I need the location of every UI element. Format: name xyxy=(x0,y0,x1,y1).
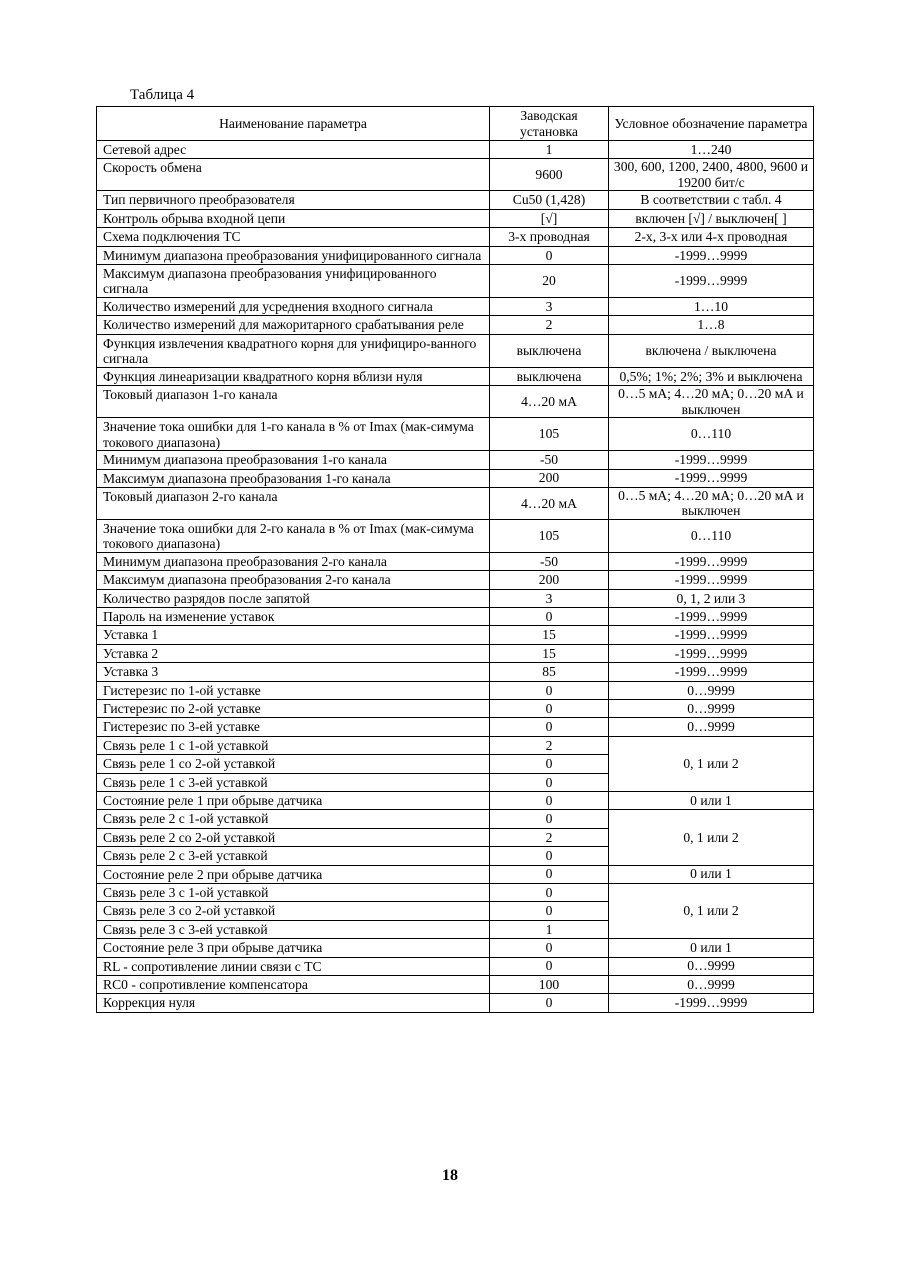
notation-cell: -1999…9999 xyxy=(609,451,814,469)
notation-cell: -1999…9999 xyxy=(609,552,814,570)
parameter-name-cell: Максимум диапазона преобразования 2-го канала xyxy=(97,571,490,589)
factory-setting-cell: 0 xyxy=(490,755,609,773)
notation-cell: 0…110 xyxy=(609,519,814,552)
table-row xyxy=(97,297,814,315)
parameter-name-cell: Количество разрядов после запятой xyxy=(97,589,490,607)
factory-setting-cell: 15 xyxy=(490,626,609,644)
table-row xyxy=(97,700,814,718)
notation-cell: -1999…9999 xyxy=(609,571,814,589)
table-row xyxy=(97,519,814,552)
factory-setting-cell: 0 xyxy=(490,865,609,883)
parameter-name-cell: Связь реле 2 с 1-ой уставкой xyxy=(97,810,490,828)
parameter-name-cell: Связь реле 3 со 2-ой уставкой xyxy=(97,902,490,920)
parameter-name-cell: RL - сопротивление линии связи с ТС xyxy=(97,957,490,975)
parameter-name-cell: Схема подключения ТС xyxy=(97,228,490,246)
table-row xyxy=(97,487,814,519)
notation-cell: -1999…9999 xyxy=(609,264,814,297)
table-row xyxy=(97,608,814,626)
notation-cell: 0…9999 xyxy=(609,975,814,993)
notation-cell: 300, 600, 1200, 2400, 4800, 9600 и 19200 бит/с xyxy=(609,159,814,191)
table-row xyxy=(97,451,814,469)
notation-cell: включен [√] / выключен[ ] xyxy=(609,209,814,227)
parameter-name-cell: Максимум диапазона преобразования унифицированного сигнала xyxy=(97,264,490,297)
table-row xyxy=(97,883,814,901)
factory-setting-cell: 200 xyxy=(490,469,609,487)
table-row xyxy=(97,994,814,1012)
notation-cell: 1…10 xyxy=(609,297,814,315)
parameter-name-cell: Скорость обмена xyxy=(97,159,490,191)
parameter-name-cell: Связь реле 1 со 2-ой уставкой xyxy=(97,755,490,773)
table-row xyxy=(97,865,814,883)
notation-cell: 2-х, 3-х или 4-х проводная xyxy=(609,228,814,246)
factory-setting-cell: 4…20 мА xyxy=(490,487,609,519)
table-row xyxy=(97,159,814,191)
table-row xyxy=(97,571,814,589)
table-row xyxy=(97,418,814,451)
parameter-name-cell: Минимум диапазона преобразования унифицированного сигнала xyxy=(97,246,490,264)
factory-setting-cell: 0 xyxy=(490,681,609,699)
notation-cell: -1999…9999 xyxy=(609,644,814,662)
notation-cell: 0, 1 или 2 xyxy=(609,810,814,865)
header-parameter-name: Наименование параметра xyxy=(97,107,490,141)
factory-setting-cell: 2 xyxy=(490,828,609,846)
table-caption: Таблица 4 xyxy=(130,87,195,103)
parameter-name-cell: Связь реле 2 со 2-ой уставкой xyxy=(97,828,490,846)
factory-setting-cell: 2 xyxy=(490,736,609,754)
table-row xyxy=(97,644,814,662)
factory-setting-cell: 3 xyxy=(490,297,609,315)
notation-cell: 0 или 1 xyxy=(609,791,814,809)
factory-setting-cell: 200 xyxy=(490,571,609,589)
factory-setting-cell: 0 xyxy=(490,902,609,920)
notation-cell: 0…9999 xyxy=(609,957,814,975)
table-row xyxy=(97,228,814,246)
parameter-name-cell: Связь реле 2 с 3-ей уставкой xyxy=(97,847,490,865)
notation-cell: 1…240 xyxy=(609,141,814,159)
factory-setting-cell: -50 xyxy=(490,451,609,469)
notation-cell: 0…9999 xyxy=(609,681,814,699)
parameter-name-cell: Пароль на изменение уставок xyxy=(97,608,490,626)
parameter-name-cell: Гистерезис по 3-ей уставке xyxy=(97,718,490,736)
parameter-name-cell: Состояние реле 3 при обрыве датчика xyxy=(97,939,490,957)
factory-setting-cell: 105 xyxy=(490,519,609,552)
notation-cell: 0…5 мА; 4…20 мА; 0…20 мА и выключен xyxy=(609,386,814,418)
table-row xyxy=(97,316,814,334)
factory-setting-cell: выключена xyxy=(490,334,609,367)
factory-setting-cell: 2 xyxy=(490,316,609,334)
notation-cell: -1999…9999 xyxy=(609,626,814,644)
parameter-name-cell: Контроль обрыва входной цепи xyxy=(97,209,490,227)
factory-setting-cell: 0 xyxy=(490,847,609,865)
table-row xyxy=(97,191,814,209)
factory-setting-cell: 0 xyxy=(490,246,609,264)
notation-cell: 0, 1 или 2 xyxy=(609,883,814,938)
factory-setting-cell: 0 xyxy=(490,957,609,975)
notation-cell: -1999…9999 xyxy=(609,246,814,264)
factory-setting-cell: 85 xyxy=(490,663,609,681)
parameter-name-cell: Токовый диапазон 2-го канала xyxy=(97,487,490,519)
table-row xyxy=(97,334,814,367)
parameter-name-cell: Функция извлечения квадратного корня для унифициро-ванного сигнала xyxy=(97,334,490,367)
table-row xyxy=(97,469,814,487)
table-row xyxy=(97,810,814,828)
notation-cell: 0, 1 или 2 xyxy=(609,736,814,791)
notation-cell: 0…9999 xyxy=(609,718,814,736)
notation-cell: 0, 1, 2 или 3 xyxy=(609,589,814,607)
parameter-name-cell: Состояние реле 2 при обрыве датчика xyxy=(97,865,490,883)
factory-setting-cell: 105 xyxy=(490,418,609,451)
notation-cell: 1…8 xyxy=(609,316,814,334)
factory-setting-cell: [√] xyxy=(490,209,609,227)
parameter-name-cell: Состояние реле 1 при обрыве датчика xyxy=(97,791,490,809)
factory-setting-cell: 0 xyxy=(490,939,609,957)
parameter-name-cell: Максимум диапазона преобразования 1-го канала xyxy=(97,469,490,487)
factory-setting-cell: 0 xyxy=(490,718,609,736)
notation-cell: 0 или 1 xyxy=(609,939,814,957)
parameter-name-cell: Количество измерений для усреднения входного сигнала xyxy=(97,297,490,315)
factory-setting-cell: 1 xyxy=(490,141,609,159)
notation-cell: -1999…9999 xyxy=(609,469,814,487)
parameter-name-cell: Значение тока ошибки для 1-го канала в % от Imax (мак-симума токового диапазона) xyxy=(97,418,490,451)
factory-setting-cell: 4…20 мА xyxy=(490,386,609,418)
table-row xyxy=(97,246,814,264)
parameter-name-cell: Связь реле 1 с 3-ей уставкой xyxy=(97,773,490,791)
notation-cell: В соответствии с табл. 4 xyxy=(609,191,814,209)
parameter-name-cell: Связь реле 3 с 1-ой уставкой xyxy=(97,883,490,901)
parameter-name-cell: Коррекция нуля xyxy=(97,994,490,1012)
parameter-name-cell: Количество измерений для мажоритарного срабатывания реле xyxy=(97,316,490,334)
table-row xyxy=(97,718,814,736)
parameter-name-cell: Минимум диапазона преобразования 2-го канала xyxy=(97,552,490,570)
parameter-name-cell: Гистерезис по 1-ой уставке xyxy=(97,681,490,699)
table-row xyxy=(97,626,814,644)
factory-setting-cell: Cu50 (1,428) xyxy=(490,191,609,209)
factory-setting-cell: -50 xyxy=(490,552,609,570)
factory-setting-cell: 0 xyxy=(490,791,609,809)
table-row xyxy=(97,552,814,570)
factory-setting-cell: 100 xyxy=(490,975,609,993)
parameter-name-cell: Уставка 2 xyxy=(97,644,490,662)
table-row xyxy=(97,736,814,754)
table-row xyxy=(97,975,814,993)
factory-setting-cell: 0 xyxy=(490,883,609,901)
table-row xyxy=(97,663,814,681)
factory-setting-cell: 0 xyxy=(490,810,609,828)
parameter-name-cell: Тип первичного преобразователя xyxy=(97,191,490,209)
table-row xyxy=(97,589,814,607)
table-row xyxy=(97,791,814,809)
table-header-row xyxy=(97,107,814,141)
parameter-name-cell: Минимум диапазона преобразования 1-го канала xyxy=(97,451,490,469)
table-row xyxy=(97,367,814,385)
parameter-name-cell: Токовый диапазон 1-го канала xyxy=(97,386,490,418)
notation-cell: -1999…9999 xyxy=(609,663,814,681)
parameters-table xyxy=(96,106,814,1013)
notation-cell: 0…9999 xyxy=(609,700,814,718)
notation-cell: -1999…9999 xyxy=(609,994,814,1012)
page-number: 18 xyxy=(442,1167,458,1184)
parameter-name-cell: Сетевой адрес xyxy=(97,141,490,159)
parameter-name-cell: Уставка 3 xyxy=(97,663,490,681)
parameter-name-cell: RC0 - сопротивление компенсатора xyxy=(97,975,490,993)
factory-setting-cell: 0 xyxy=(490,608,609,626)
header-notation: Условное обозначение параметра xyxy=(609,107,814,141)
notation-cell: -1999…9999 xyxy=(609,608,814,626)
factory-setting-cell: 0 xyxy=(490,994,609,1012)
notation-cell: 0,5%; 1%; 2%; 3% и выключена xyxy=(609,367,814,385)
factory-setting-cell: 0 xyxy=(490,773,609,791)
table-row xyxy=(97,209,814,227)
notation-cell: включена / выключена xyxy=(609,334,814,367)
table-row xyxy=(97,264,814,297)
table-row xyxy=(97,957,814,975)
parameter-name-cell: Значение тока ошибки для 2-го канала в % от Imax (мак-симума токового диапазона) xyxy=(97,519,490,552)
parameter-name-cell: Функция линеаризации квадратного корня вблизи нуля xyxy=(97,367,490,385)
factory-setting-cell: выключена xyxy=(490,367,609,385)
factory-setting-cell: 0 xyxy=(490,700,609,718)
factory-setting-cell: 20 xyxy=(490,264,609,297)
parameter-name-cell: Связь реле 3 с 3-ей уставкой xyxy=(97,920,490,938)
factory-setting-cell: 9600 xyxy=(490,159,609,191)
notation-cell: 0…110 xyxy=(609,418,814,451)
factory-setting-cell: 3 xyxy=(490,589,609,607)
notation-cell: 0…5 мА; 4…20 мА; 0…20 мА и выключен xyxy=(609,487,814,519)
table-row xyxy=(97,141,814,159)
parameter-name-cell: Связь реле 1 с 1-ой уставкой xyxy=(97,736,490,754)
parameter-name-cell: Уставка 1 xyxy=(97,626,490,644)
factory-setting-cell: 3-х проводная xyxy=(490,228,609,246)
factory-setting-cell: 15 xyxy=(490,644,609,662)
table-row xyxy=(97,386,814,418)
header-factory-setting: Заводская установка xyxy=(490,107,609,141)
table-row xyxy=(97,681,814,699)
parameter-name-cell: Гистерезис по 2-ой уставке xyxy=(97,700,490,718)
notation-cell: 0 или 1 xyxy=(609,865,814,883)
table-row xyxy=(97,939,814,957)
factory-setting-cell: 1 xyxy=(490,920,609,938)
